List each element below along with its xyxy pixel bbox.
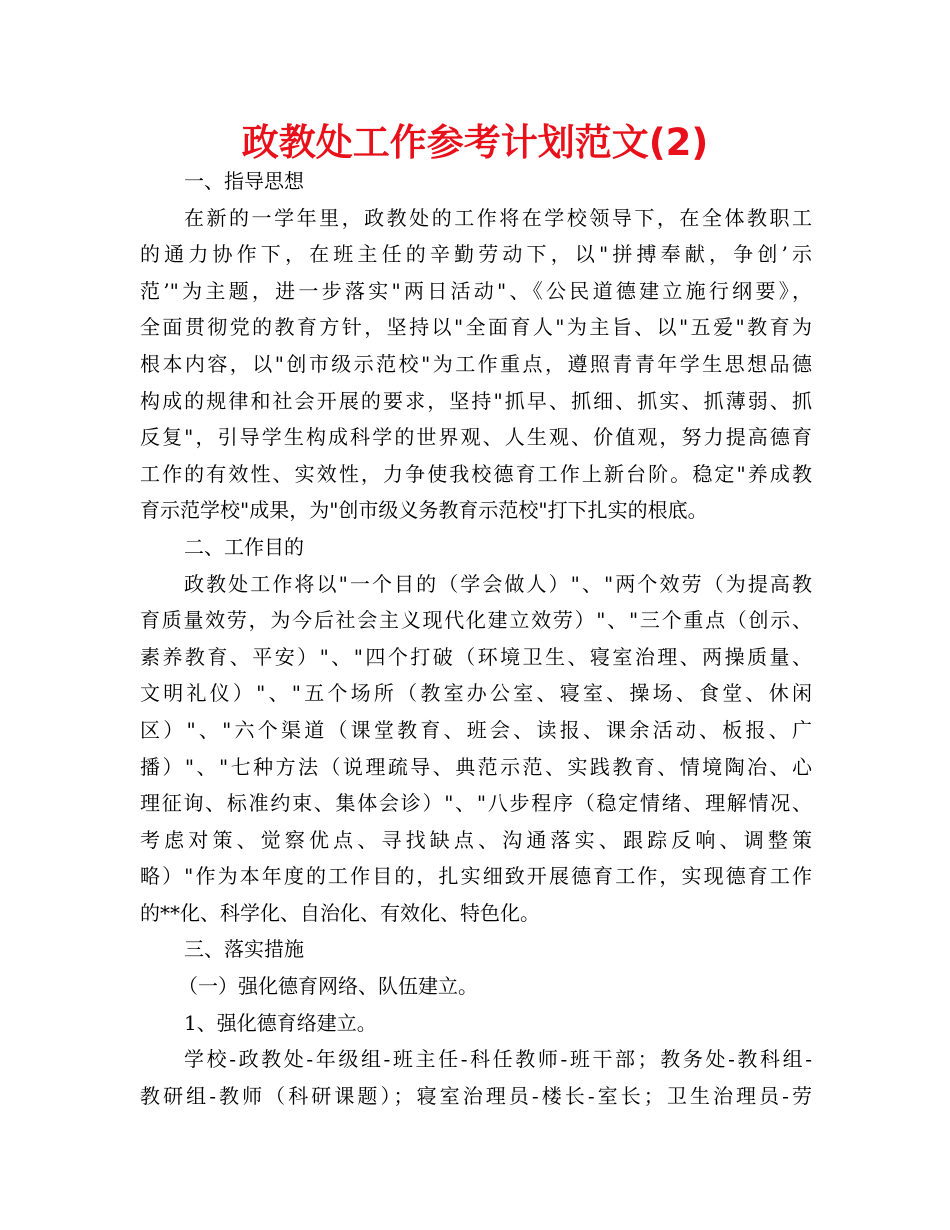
paragraph-line: 学校-政教处-年级组-班主任-科任教师-班干部；教务处-教科组-	[184, 1047, 812, 1072]
paragraph-line: 考虑对策、觉察优点、寻找缺点、沟通落实、跟踪反响、调整策	[140, 827, 812, 852]
paragraph-line: 的通力协作下，在班主任的辛勤劳动下，以"拼搏奉献，争创’示	[140, 242, 812, 267]
paragraph-line: 范’"为主题，进一步落实"两日活动"、《公民道德建立施行纲要》，	[140, 278, 812, 303]
paragraph-line: 全面贯彻党的教育方针，坚持以"全面育人"为主旨、以"五爱"教育为	[140, 315, 812, 340]
paragraph-line: 区）"、"六个渠道（课堂教育、班会、读报、课余活动、板报、广	[140, 717, 812, 742]
item-heading: 1、强化德育络建立。	[184, 1010, 377, 1035]
paragraph-line: 政教处工作将以"一个目的（学会做人）"、"两个效劳（为提高教	[184, 571, 812, 596]
document-body	[140, 163, 812, 1114]
paragraph-line: 根本内容，以"创市级示范校"为工作重点，遵照青青年学生思想品德	[140, 351, 812, 376]
paragraph-line: 文明礼仪）"、"五个场所（教室办公室、寝室、操场、食堂、休闲	[140, 681, 812, 706]
paragraph-line: 理征询、标准约束、集体会诊）"、"八步程序（稳定情绪、理解情况、	[140, 791, 812, 816]
section-heading-guiding-ideology: 一、指导思想	[184, 169, 304, 193]
paragraph-line: 育示范学校"成果，为"创市级义务教育示范校"打下扎实的根底。	[140, 498, 708, 523]
document-title: 政教处工作参考计划范文(2)	[241, 121, 709, 164]
paragraph-line: 构成的规律和社会开展的要求，坚持"抓早、抓细、抓实、抓薄弱、抓	[140, 388, 812, 413]
paragraph-line: 育质量效劳，为今后社会主义现代化建立效劳）"、"三个重点（创示、	[140, 608, 812, 633]
section-heading-work-goals: 二、工作目的	[184, 534, 304, 559]
paragraph-line: 工作的有效性、实效性，力争使我校德育工作上新台阶。稳定"养成教	[140, 461, 812, 486]
section-heading-measures: 三、落实措施	[184, 937, 304, 962]
paragraph-line: 教研组-教师（科研课题）；寝室治理员-楼长-室长；卫生治理员-劳	[140, 1083, 812, 1108]
paragraph-line: 在新的一学年里，政教处的工作将在学校领导下，在全体教职工	[184, 205, 812, 230]
paragraph-line: 反复"，引导学生构成科学的世界观、人生观、价值观，努力提高德育	[140, 425, 812, 450]
paragraph-line: 素养教育、平安）"、"四个打破（环境卫生、寝室治理、两操质量、	[140, 644, 812, 669]
paragraph-line: 的**化、科学化、自治化、有效化、特色化。	[140, 900, 540, 925]
subsection-heading: （一）强化德育网络、队伍建立。	[178, 974, 478, 999]
paragraph-line: 略）"作为本年度的工作目的，扎实细致开展德育工作，实现德育工作	[140, 864, 812, 889]
paragraph-line: 播）"、"七种方法（说理疏导、典范示范、实践教育、情境陶冶、心	[140, 754, 812, 779]
